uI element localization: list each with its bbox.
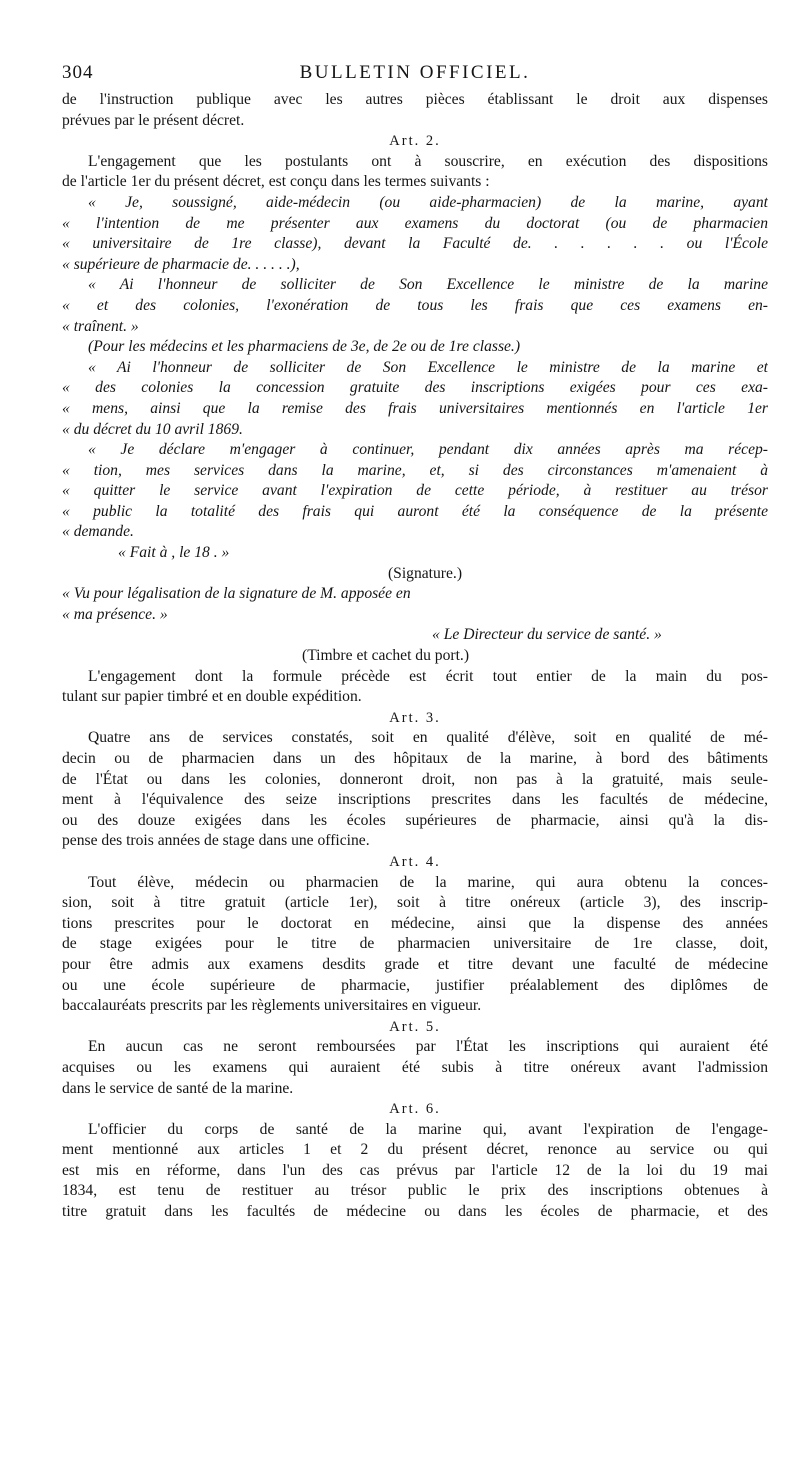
document-body [62, 90, 768, 1223]
text-line: ou des douze exigées dans les écoles supérieures de pharmacie, ainsi qu'à la dis- [62, 811, 768, 829]
text-line: pense des trois années de stage dans une officine. [62, 832, 370, 850]
text-line: « tion, mes services dans la marine, et, si des circonstances m'amenaient à [62, 461, 768, 479]
text-line: Quatre ans de services constatés, soit en qualité d'élève, soit en qualité de mé- [88, 729, 768, 747]
text-line: « quitter le service avant l'expiration de cette période, à restituer au trésor [62, 482, 768, 500]
text-line: 1834, est tenu de restituer au trésor public le prix des inscriptions obtenues à [62, 1182, 768, 1200]
text-line: « Vu pour légalisation de la signature de M. apposée en [62, 585, 411, 603]
text-line: « des colonies la concession gratuite des inscriptions exigées pour ces exa- [62, 379, 768, 397]
text-line: ou une école supérieure de pharmacie, justifier préalablement des diplômes de [62, 976, 768, 994]
text-line: « ma présence. » [62, 605, 168, 623]
text-line: « Ai l'honneur de solliciter de Son Excellence le ministre de la marine [88, 276, 768, 294]
text-line: « public la totalité des frais qui auront été la conséquence de la présente [62, 502, 768, 520]
text-line: prévues par le présent décret. [62, 111, 245, 129]
text-line: « l'intention de me présenter aux examens du doctorat (ou de pharmacien [62, 214, 768, 232]
text-line: decin ou de pharmacien dans un des hôpitaux de la marine, à bord des bâtiments [62, 750, 768, 767]
text-line: Tout élève, médecin ou pharmacien de la marine, qui aura obtenu la conces- [88, 873, 768, 891]
article-heading: Art. 3. [389, 709, 441, 726]
article-heading: Art. 4. [389, 853, 441, 870]
text-line: L'officier du corps de santé de la marine qui, avant l'expiration de l'engage- [88, 1120, 768, 1138]
text-line: ment mentionné aux articles 1 et 2 du présent décret, renonce au service ou qui [62, 1141, 768, 1159]
text-line: « Je déclare m'engager à continuer, pendant dix années après ma récep- [88, 441, 768, 459]
document-page [62, 62, 768, 1223]
text-line: baccalauréats prescrits par les règlements universitaires en vigueur. [62, 997, 482, 1015]
text-line: (Pour les médecins et les pharmaciens de 3e, de 2e ou de 1re classe.) [88, 338, 521, 356]
text-line: « Fait à , le 18 . » [118, 544, 230, 562]
text-line: « Je, soussigné, aide-médecin (ou aide-pharmacien) de la marine, ayant [88, 193, 768, 211]
text-line: « Ai l'honneur de solliciter de Son Excellence le ministre de la marine et [88, 358, 768, 376]
text-line: pour être admis aux examens desdits grade et titre devant une faculté de médecine [62, 955, 768, 973]
text-line: est mis en réforme, dans l'un des cas prévus par l'article 12 de la loi du 19 mai [62, 1161, 768, 1179]
text-line: « traînent. » [62, 317, 139, 335]
text-line: En aucun cas ne seront remboursées par l'État les inscriptions qui auraient été [88, 1038, 768, 1056]
text-line: « demande. [62, 523, 134, 541]
text-line: de stage exigées pour le titre de pharmacien universitaire de 1re classe, doit, [62, 935, 768, 953]
text-line: « et des colonies, l'exonération de tous les frais que ces examens en- [62, 296, 768, 314]
running-header [62, 62, 768, 90]
article-heading: Art. 5. [389, 1018, 441, 1035]
text-line: de l'article 1er du présent décret, est conçu dans les termes suivants : [62, 173, 490, 191]
running-title: BULLETIN OFFICIEL. [299, 62, 531, 83]
text-line: « universitaire de 1re classe), devant la Faculté de. . . . . . ou l'École [62, 235, 768, 253]
text-line: tions prescrites pour le doctorat en médecine, ainsi que la dispense des années [62, 914, 768, 932]
text-line: « du décret du 10 avril 1869. [62, 420, 243, 438]
text-line: de l'État ou dans les colonies, donneront droit, non pas à la gratuité, mais seule- [62, 770, 768, 788]
text-line: (Timbre et cachet du port.) [302, 647, 470, 665]
text-line: L'engagement dont la formule précède est écrit tout entier de la main du pos- [88, 667, 768, 685]
text-line: « supérieure de pharmacie de. . . . . .), [62, 255, 300, 273]
text-line: ment à l'équivalence des seize inscriptions prescrites dans les facultés de médecine, [62, 791, 768, 809]
text-line: de l'instruction publique avec les autres pièces établissant le droit aux dispenses [62, 91, 768, 108]
article-heading: Art. 6. [389, 1101, 441, 1118]
text-line: sion, soit à titre gratuit (article 1er), soit à titre onéreux (article 3), des inscrip- [62, 894, 768, 912]
text-line: dans le service de santé de la marine. [62, 1079, 294, 1097]
text-line: « Le Directeur du service de santé. » [432, 626, 662, 644]
text-line: tulant sur papier timbré et en double expédition. [62, 688, 362, 706]
text-line: acquises ou les examens qui auraient été subis à titre onéreux avant l'admission [62, 1058, 768, 1076]
text-line: (Signature.) [387, 564, 463, 582]
text-line: titre gratuit dans les facultés de médecine ou dans les écoles de pharmacie, et des [62, 1203, 768, 1221]
text-line: L'engagement que les postulants ont à souscrire, en exécution des dispositions [88, 152, 768, 170]
article-heading: Art. 2. [389, 133, 441, 150]
page-number: 304 [62, 62, 94, 83]
text-line: « mens, ainsi que la remise des frais universitaires mentionnés en l'article 1er [62, 399, 768, 417]
